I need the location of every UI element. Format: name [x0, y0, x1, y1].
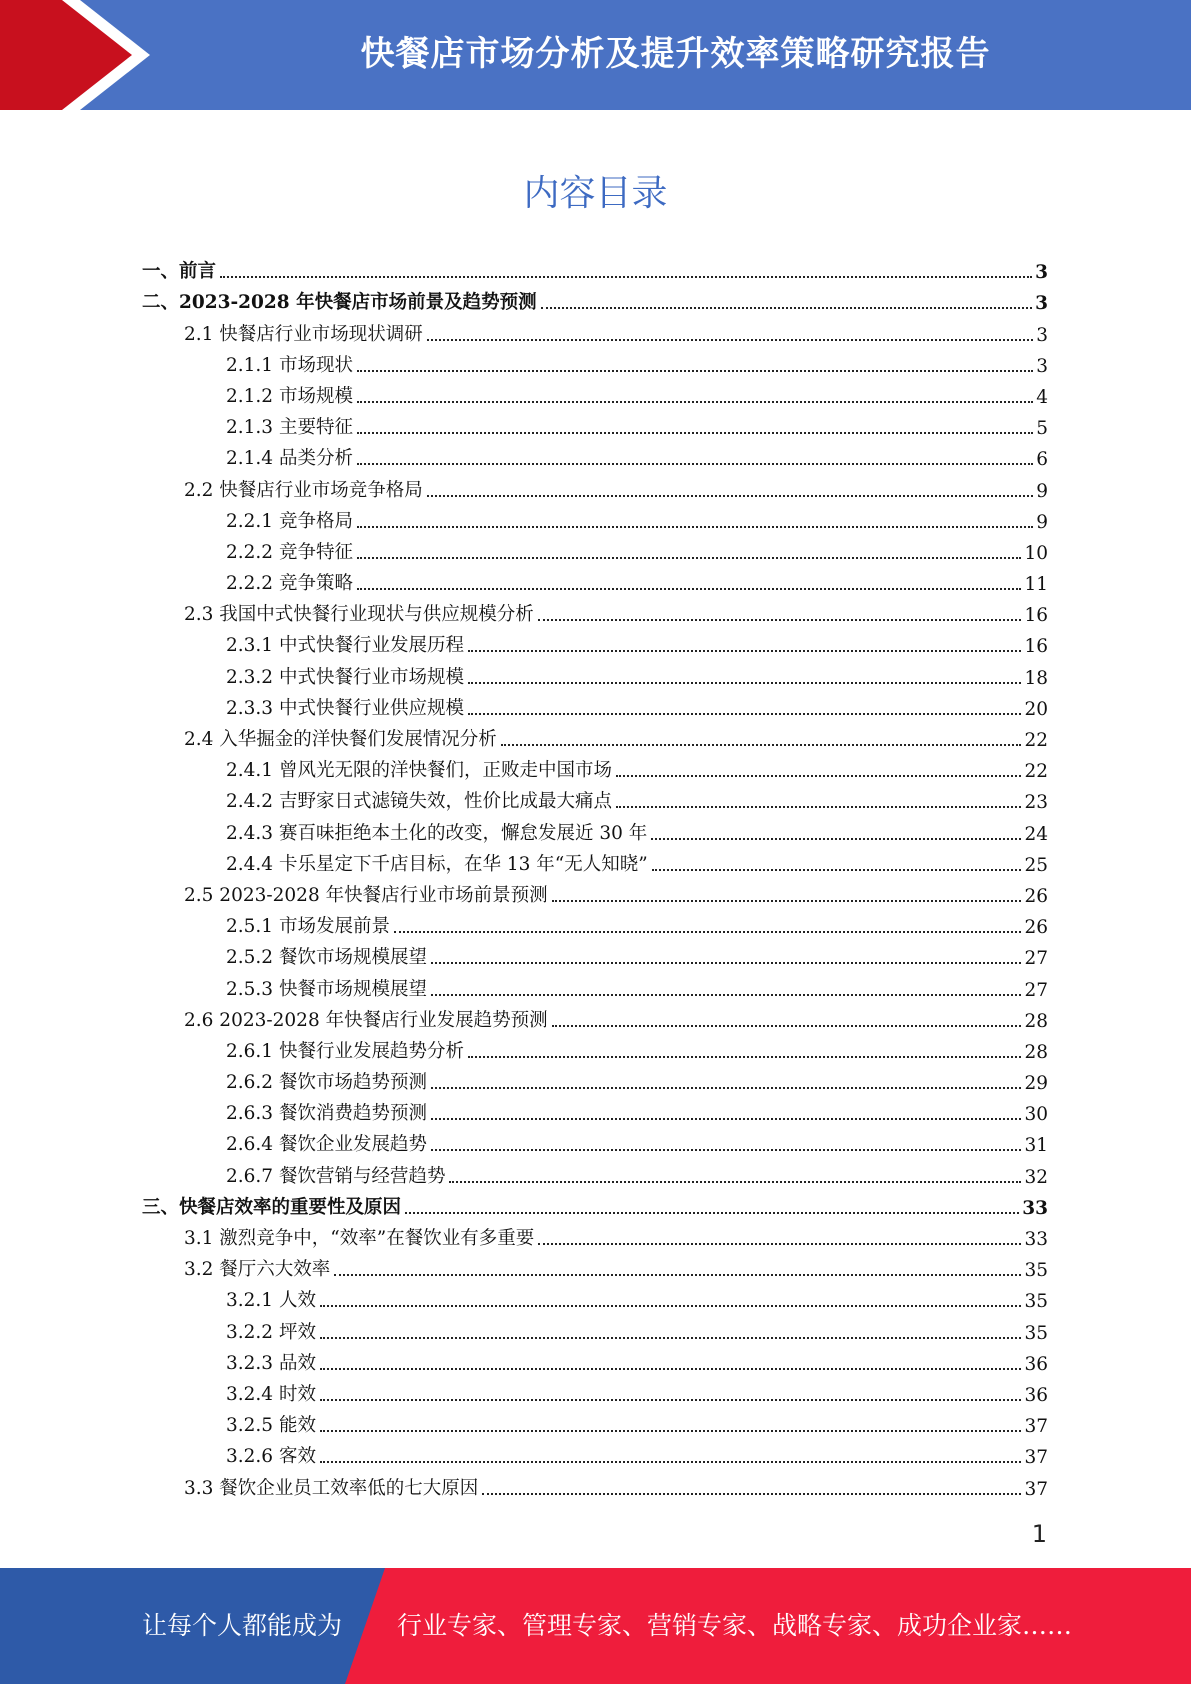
toc-entry-page: 37 [1024, 1478, 1048, 1500]
toc-entry[interactable] [142, 348, 1048, 379]
footer-slogan-right: 行业专家、管理专家、营销专家、战略专家、成功企业家…… [397, 1611, 1073, 1640]
toc-entry-page: 9 [1036, 480, 1048, 502]
toc-entry-title: 2.6.1 快餐行业发展趋势分析 [226, 1040, 464, 1062]
toc-entry-title: 2.2.2 竞争策略 [226, 573, 353, 595]
toc-entry[interactable] [142, 784, 1048, 815]
toc-entry-page: 20 [1024, 698, 1048, 720]
toc-dot-leader [431, 1149, 1021, 1151]
toc-entry-page: 35 [1024, 1260, 1048, 1282]
toc-entry-title: 3.2.4 时效 [226, 1383, 316, 1405]
toc-dot-leader [357, 557, 1022, 559]
toc-entry-page: 4 [1036, 386, 1048, 408]
toc-entry[interactable] [142, 628, 1048, 659]
toc-entry-title: 3.3 餐饮企业员工效率低的七大原因 [184, 1477, 479, 1499]
toc-dot-leader [468, 650, 1021, 652]
toc-dot-leader [468, 682, 1021, 684]
toc-entry[interactable] [142, 1127, 1048, 1158]
toc-entry-page: 11 [1024, 574, 1048, 596]
toc-entry-title: 3.1 激烈竞争中，“效率”在餐饮业有多重要 [184, 1228, 535, 1249]
toc-entry-page: 3 [1036, 355, 1048, 377]
toc-dot-leader [616, 775, 1021, 777]
toc-entry-page: 22 [1024, 761, 1048, 783]
toc-entry-title: 2.4.4 卡乐星定下千店目标，在华 13 年“无人知晓” [226, 853, 648, 875]
toc-dot-leader [405, 1212, 1019, 1214]
toc-entry[interactable] [142, 1096, 1048, 1127]
toc-entry-title: 2.1 快餐店行业市场现状调研 [184, 323, 423, 345]
toc-entry-page: 35 [1024, 1322, 1048, 1344]
toc-dot-leader [431, 1087, 1021, 1089]
toc-entry-page: 27 [1024, 979, 1048, 1001]
toc-entry-title: 2.4.2 吉野家日式滤镜失效，性价比成最大痛点 [226, 791, 612, 813]
toc-entry-page: 37 [1024, 1447, 1048, 1469]
toc-dot-leader [552, 1025, 1022, 1027]
toc-entry-page: 16 [1024, 605, 1048, 627]
toc-dot-leader [552, 900, 1022, 902]
toc-dot-leader [651, 838, 1021, 840]
toc-entry[interactable] [142, 722, 1048, 753]
toc-dot-leader [449, 1181, 1021, 1183]
toc-dot-leader [320, 1305, 1022, 1307]
toc-dot-leader [357, 401, 1033, 403]
toc-entry[interactable] [142, 1377, 1048, 1408]
toc-entry-title: 3.2.1 人效 [226, 1290, 316, 1312]
toc-entry-title: 2.6.4 餐饮企业发展趋势 [226, 1134, 427, 1156]
toc-entry[interactable] [142, 691, 1048, 722]
toc-entry-title: 2.3.1 中式快餐行业发展历程 [226, 635, 464, 657]
toc-dot-leader [320, 1461, 1022, 1463]
footer-banner [0, 1568, 1191, 1684]
toc-dot-leader [538, 1243, 1021, 1245]
toc-entry[interactable] [142, 1221, 1048, 1252]
toc-entry[interactable] [142, 878, 1048, 909]
toc-entry-page: 3 [1036, 324, 1048, 346]
toc-entry-title: 3.2.2 坪效 [226, 1321, 316, 1343]
toc-entry-page: 26 [1024, 917, 1048, 939]
toc-entry-page: 26 [1024, 885, 1048, 907]
toc-dot-leader [541, 307, 1033, 309]
toc-entry-page: 22 [1024, 730, 1048, 751]
toc-entry-title: 2.6.2 餐饮市场趋势预测 [226, 1072, 427, 1094]
toc-entry-title: 3.2.6 客效 [226, 1446, 316, 1468]
table-of-contents [142, 254, 1048, 1502]
toc-entry-title: 2.3 我国中式快餐行业现状与供应规模分析 [184, 604, 534, 626]
toc-entry-page: 10 [1024, 542, 1048, 564]
toc-dot-leader [320, 1399, 1022, 1401]
toc-entry-title: 3.2.3 品效 [226, 1352, 316, 1374]
toc-entry-page: 33 [1022, 1197, 1048, 1219]
toc-dot-leader [357, 370, 1033, 372]
toc-entry[interactable] [142, 441, 1048, 472]
toc-entry-title: 2.5.3 快餐市场规模展望 [226, 978, 427, 1000]
toc-entry-page: 18 [1024, 667, 1048, 689]
toc-entry[interactable] [142, 504, 1048, 535]
toc-entry-page: 37 [1024, 1416, 1048, 1438]
toc-entry-title: 2.5.2 餐饮市场规模展望 [226, 947, 427, 969]
toc-entry-title: 2.4 入华掘金的洋快餐们发展情况分析 [184, 729, 497, 750]
toc-entry-page: 28 [1024, 1010, 1048, 1032]
toc-entry-title: 二、2023-2028 年快餐店市场前景及趋势预测 [142, 292, 537, 314]
toc-entry[interactable] [142, 379, 1048, 410]
toc-entry[interactable] [142, 659, 1048, 690]
toc-entry-page: 24 [1024, 823, 1048, 845]
header-banner [0, 0, 1191, 110]
toc-entry[interactable] [142, 940, 1048, 971]
toc-entry[interactable] [142, 472, 1048, 503]
toc-entry-title: 2.1.1 市场现状 [226, 354, 353, 376]
toc-entry[interactable] [142, 1034, 1048, 1065]
toc-dot-leader [357, 463, 1033, 465]
toc-dot-leader [482, 1493, 1021, 1495]
toc-entry-page: 31 [1024, 1135, 1048, 1157]
toc-entry-title: 2.1.4 品类分析 [226, 448, 353, 470]
toc-dot-leader [468, 713, 1021, 715]
toc-dot-leader [431, 1118, 1021, 1120]
toc-entry-title: 2.3.3 中式快餐行业供应规模 [226, 697, 464, 719]
toc-dot-leader [320, 1337, 1022, 1339]
toc-entry-page: 16 [1024, 636, 1048, 658]
toc-entry-page: 5 [1036, 418, 1048, 440]
toc-entry[interactable] [142, 1283, 1048, 1314]
toc-entry-page: 6 [1036, 449, 1048, 471]
toc-entry-page: 33 [1024, 1229, 1048, 1250]
toc-entry-title: 2.5.1 市场发展前景 [226, 916, 390, 938]
toc-dot-leader [320, 1368, 1022, 1370]
toc-entry-page: 3 [1035, 262, 1048, 284]
toc-entry[interactable] [142, 1190, 1048, 1221]
toc-dot-leader [468, 1056, 1021, 1058]
toc-dot-leader [334, 1274, 1021, 1276]
toc-entry-title: 3.2.5 能效 [226, 1415, 316, 1437]
toc-entry[interactable] [142, 1314, 1048, 1345]
toc-entry[interactable] [142, 847, 1048, 878]
toc-entry-title: 2.4.3 赛百味拒绝本土化的改变，懈怠发展近 30 年 [226, 822, 648, 844]
toc-dot-leader [652, 869, 1022, 871]
toc-dot-leader [538, 619, 1022, 621]
toc-entry-page: 3 [1035, 293, 1048, 315]
toc-entry[interactable] [142, 1408, 1048, 1439]
toc-entry[interactable] [142, 1252, 1048, 1283]
toc-entry-title: 2.1.2 市场规模 [226, 385, 353, 407]
toc-dot-leader [220, 276, 1032, 278]
report-title: 快餐店市场分析及提升效率策略研究报告 [360, 34, 991, 74]
toc-entry-page: 32 [1024, 1166, 1048, 1188]
toc-dot-leader [357, 588, 1022, 590]
toc-entry-title: 2.5 2023-2028 年快餐店行业市场前景预测 [184, 884, 548, 906]
toc-entry[interactable] [142, 815, 1048, 846]
page-number: 1 [1031, 1520, 1047, 1548]
toc-dot-leader [357, 432, 1033, 434]
toc-dot-leader [431, 994, 1021, 996]
toc-dot-leader [501, 744, 1022, 746]
toc-entry[interactable] [142, 566, 1048, 597]
toc-entry-title: 2.6.3 餐饮消费趋势预测 [226, 1103, 427, 1125]
toc-entry-title: 2.6 2023-2028 年快餐店行业发展趋势预测 [184, 1009, 548, 1031]
toc-entry-page: 36 [1024, 1384, 1048, 1406]
toc-entry-page: 36 [1024, 1353, 1048, 1375]
toc-entry-title: 2.2.1 竞争格局 [226, 510, 353, 532]
toc-entry[interactable] [142, 1346, 1048, 1377]
toc-entry-page: 35 [1024, 1291, 1048, 1313]
toc-entry[interactable] [142, 410, 1048, 441]
toc-entry-page: 29 [1024, 1073, 1048, 1095]
toc-dot-leader [357, 526, 1033, 528]
toc-dot-leader [616, 806, 1021, 808]
toc-entry[interactable] [142, 753, 1048, 784]
toc-entry-page: 27 [1024, 948, 1048, 970]
toc-dot-leader [427, 339, 1033, 341]
toc-entry[interactable] [142, 597, 1048, 628]
toc-dot-leader [431, 962, 1021, 964]
toc-entry[interactable] [142, 1003, 1048, 1034]
toc-entry[interactable] [142, 535, 1048, 566]
toc-entry[interactable] [142, 1158, 1048, 1189]
toc-heading: 内容目录 [523, 173, 668, 214]
toc-entry-title: 2.1.3 主要特征 [226, 417, 353, 439]
toc-entry-title: 2.4.1 曾风光无限的洋快餐们，正败走中国市场 [226, 760, 612, 782]
toc-entry[interactable] [142, 971, 1048, 1002]
toc-entry-page: 9 [1036, 511, 1048, 533]
toc-entry-title: 2.3.2 中式快餐行业市场规模 [226, 666, 464, 688]
toc-entry[interactable] [142, 254, 1048, 285]
toc-entry-title: 一、前言 [142, 261, 217, 283]
toc-dot-leader [320, 1430, 1022, 1432]
toc-entry-page: 30 [1024, 1104, 1048, 1126]
toc-entry-title: 2.2 快餐店行业市场竞争格局 [184, 479, 423, 501]
toc-entry[interactable] [142, 1065, 1048, 1096]
toc-dot-leader [394, 931, 1021, 933]
toc-entry-page: 25 [1024, 854, 1048, 876]
toc-entry[interactable] [142, 1470, 1048, 1501]
toc-entry-page: 23 [1024, 792, 1048, 814]
toc-entry-title: 3.2 餐厅六大效率 [184, 1259, 331, 1281]
toc-entry[interactable] [142, 316, 1048, 347]
toc-entry-title: 三、快餐店效率的重要性及原因 [142, 1196, 402, 1218]
toc-entry-title: 2.6.7 餐饮营销与经营趋势 [226, 1165, 446, 1187]
toc-dot-leader [427, 495, 1033, 497]
toc-entry-page: 28 [1024, 1041, 1048, 1063]
toc-entry-title: 2.2.2 竞争特征 [226, 541, 353, 563]
footer-slogan-left: 让每个人都能成为 [142, 1611, 343, 1640]
toc-entry[interactable] [142, 1439, 1048, 1470]
toc-entry[interactable] [142, 909, 1048, 940]
toc-entry[interactable] [142, 285, 1048, 316]
